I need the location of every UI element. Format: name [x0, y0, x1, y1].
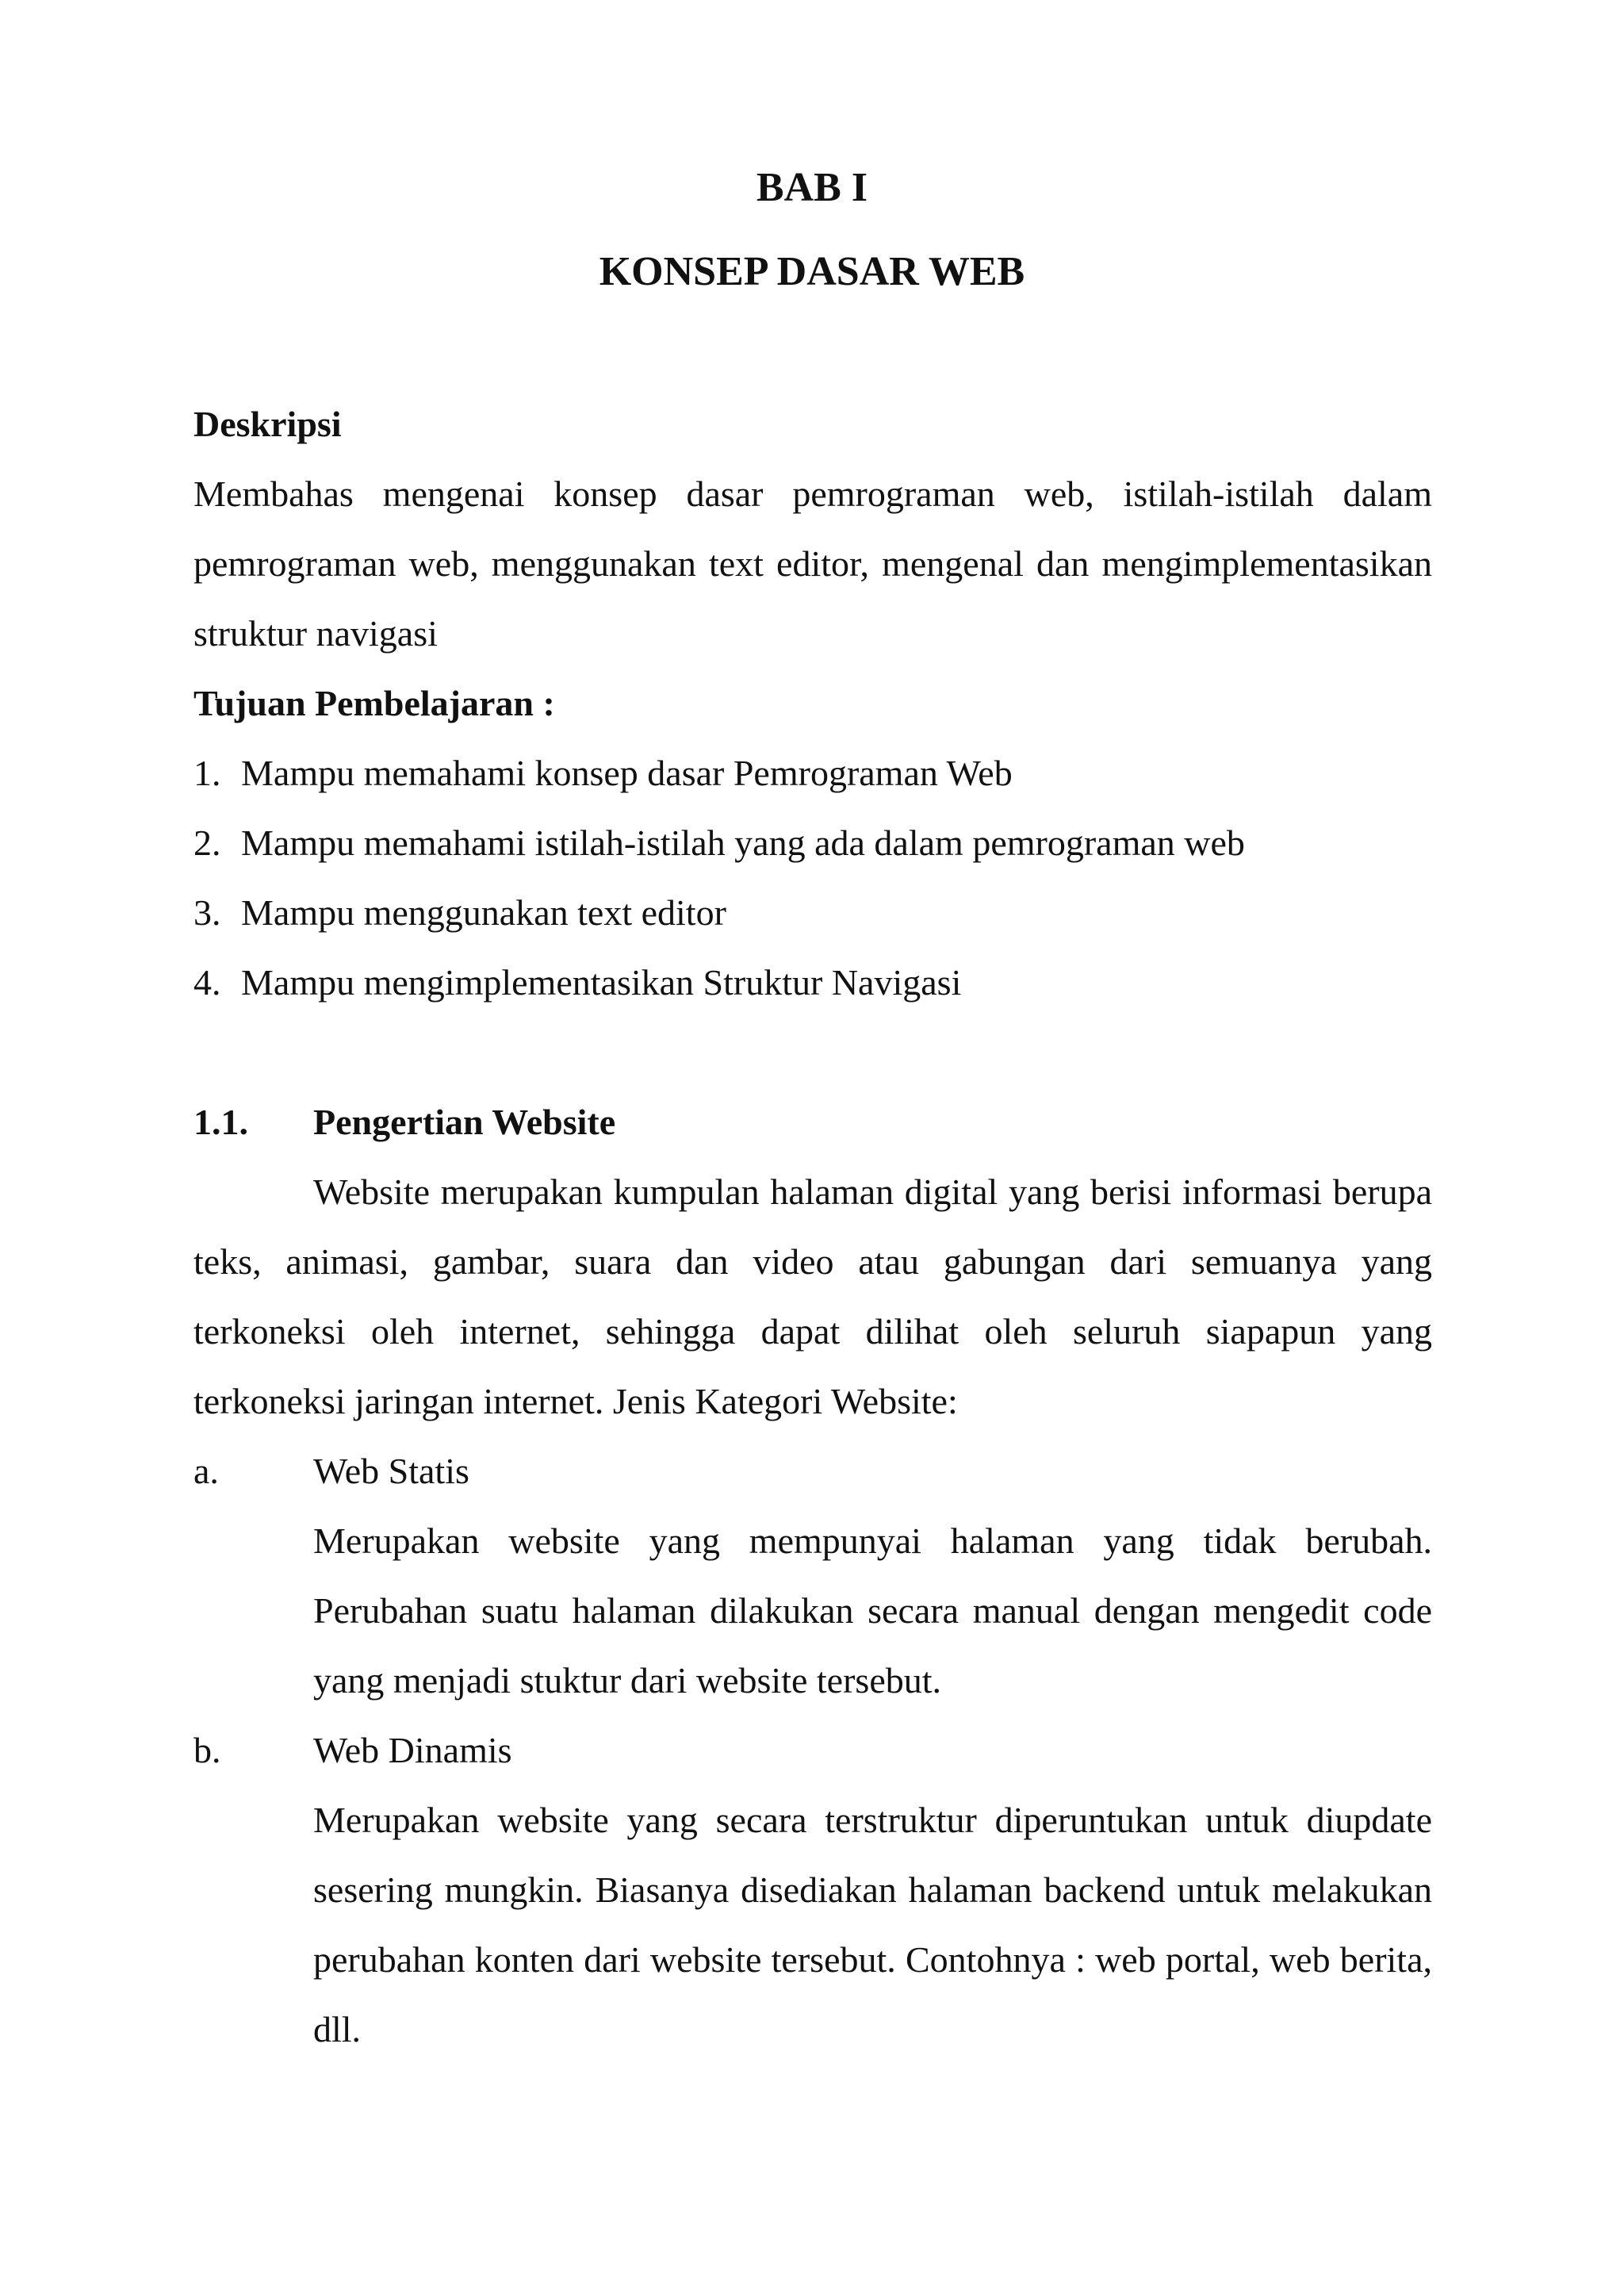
tujuan-list	[193, 738, 1432, 1018]
spacer	[193, 1018, 1432, 1087]
chapter-title: KONSEP DASAR WEB	[599, 249, 1025, 294]
category-title: Web Dinamis	[313, 1730, 512, 1770]
category-title: Web Statis	[313, 1451, 469, 1491]
section-number: 1.1.	[193, 1102, 248, 1142]
list-item-text: Mampu mengimplementasikan Struktur Navigasi	[241, 962, 962, 1003]
list-item	[193, 948, 1432, 1018]
category-letter: b.	[193, 1730, 221, 1770]
category-letter: a.	[193, 1451, 219, 1491]
category-description: Merupakan website yang mempunyai halaman yang tidak berubah. Perubahan suatu halaman dilakukan secara manual dengan mengedit code yang menjadi stuktur dari website tersebut.	[313, 1520, 1432, 1701]
category-item-heading	[193, 1436, 1432, 1506]
deskripsi-text: Membahas mengenai konsep dasar pemrograman web, istilah-istilah dalam pemrograman web, menggunakan text editor, mengenal dan mengimplementasikan struktur navigasi	[193, 474, 1432, 654]
tujuan-heading: Tujuan Pembelajaran :	[193, 683, 555, 723]
section-title: Pengertian Website	[313, 1102, 616, 1142]
chapter-number: BAB I	[756, 165, 868, 210]
section-heading	[193, 1087, 1432, 1157]
list-item-number: 3.	[193, 892, 221, 933]
list-item-number: 4.	[193, 962, 221, 1003]
list-item-text: Mampu memahami istilah-istilah yang ada dalam pemrograman web	[241, 822, 1245, 863]
section-paragraph: Website merupakan kumpulan halaman digital yang berisi informasi berupa teks, animasi, gambar, suara dan video atau gabungan dari semuanya yang terkoneksi oleh internet, sehingga dapat dilihat oleh seluruh siapapun yang terkoneksi jaringan internet. Jenis Kategori Website:	[193, 1171, 1432, 1421]
list-item	[193, 878, 1432, 948]
category-description: Merupakan website yang secara terstruktur diperuntukan untuk diupdate sesering mungkin. Biasanya disediakan halaman backend untuk melakukan perubahan konten dari website tersebut. Contohnya : web portal, web berita, dll.	[313, 1800, 1432, 2050]
document-body	[193, 389, 1432, 2065]
list-item-text: Mampu memahami konsep dasar Pemrograman Web	[241, 753, 1013, 793]
deskripsi-heading: Deskripsi	[193, 404, 342, 444]
list-item	[193, 738, 1432, 808]
list-item-number: 2.	[193, 822, 221, 863]
category-item-heading	[193, 1716, 1432, 1785]
list-item-number: 1.	[193, 753, 221, 793]
list-item	[193, 808, 1432, 878]
list-item-text: Mampu menggunakan text editor	[241, 892, 726, 933]
